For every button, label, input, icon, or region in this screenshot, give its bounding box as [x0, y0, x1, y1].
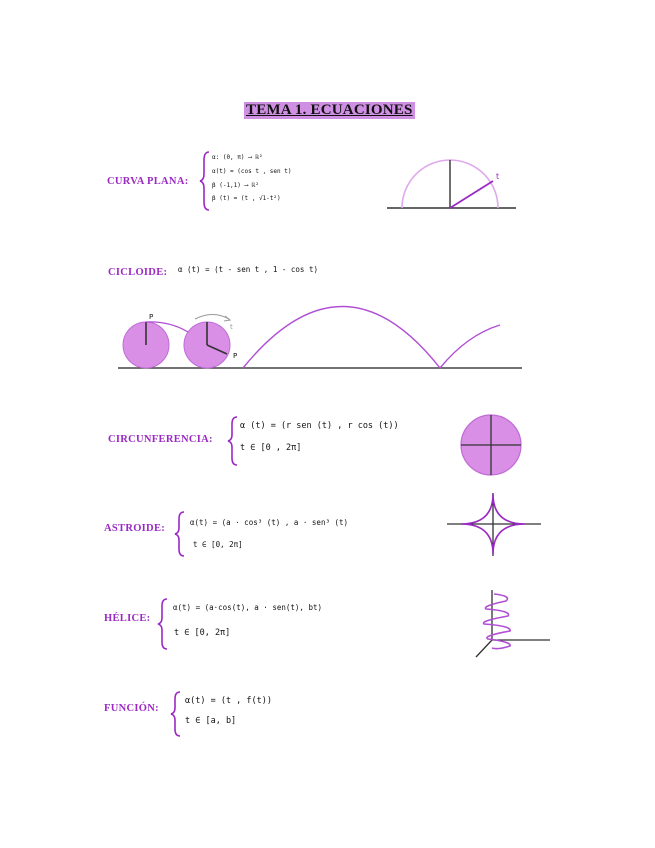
helice-brace [158, 597, 168, 651]
cycloid-next-arch [440, 325, 500, 368]
helice-line-2: t ∈ [0, 2π] [174, 628, 231, 638]
circunferencia-line-1: α (t) = (r sen (t) , r cos (t)) [240, 421, 399, 431]
point-p-label-2: P [233, 352, 238, 360]
rotation-t-label: t [230, 323, 233, 331]
astroide-brace [175, 510, 185, 558]
page-title: TEMA 1. ECUACIONES [246, 102, 413, 118]
cicloide-label: CICLOIDE: [108, 267, 168, 278]
helice-line-1: α(t) = (a·cos(t), a · sen(t), bt) [173, 603, 323, 612]
circunferencia-brace [228, 415, 238, 467]
rotation-arrow [195, 315, 229, 320]
semicircle-diagram [385, 155, 520, 215]
angle-radius [450, 181, 493, 208]
funcion-line-2: t ∈ [a, b] [185, 716, 237, 726]
curva-plana-line-4: β (t) = (t , √1-t²) [212, 195, 281, 202]
astroide-line-2: t ∈ [0, 2π] [193, 540, 243, 549]
curva-plana-line-2: α(t) = (cos t , sen t) [212, 168, 292, 175]
curva-plana-label: CURVA PLANA: [107, 176, 189, 187]
astroid-diagram [445, 490, 545, 560]
funcion-label: FUNCIÓN: [104, 703, 159, 714]
astroide-label: ASTROIDE: [104, 523, 166, 534]
curva-plana-line-3: β (-1,1) ⟶ ℝ² [212, 182, 259, 189]
point-p-label-1: P [149, 313, 154, 321]
cycloid-diagram [115, 305, 525, 375]
circle-diagram [458, 412, 524, 478]
circunferencia-line-2: t ∈ [0 , 2π] [240, 443, 302, 453]
helix-diagram [472, 588, 554, 660]
cicloide-equation: α (t) = (t - sen t , 1 - cos t) [178, 265, 318, 274]
helix-x-axis [476, 640, 492, 657]
curva-plana-brace [200, 150, 210, 212]
curva-plana-line-1: α: (0, π) ⟶ ℝ² [212, 154, 263, 161]
cycloid-arch [243, 307, 440, 369]
t-point-label: t [496, 172, 500, 181]
circunferencia-label: CIRCUNFERENCIA: [108, 434, 213, 445]
astroide-line-1: α(t) = (a · cos³ (t) , a · sen³ (t) [190, 518, 349, 527]
funcion-line-1: α(t) = (t , f(t)) [185, 696, 272, 706]
funcion-brace [171, 690, 181, 738]
helice-label: HÉLICE: [104, 613, 151, 624]
